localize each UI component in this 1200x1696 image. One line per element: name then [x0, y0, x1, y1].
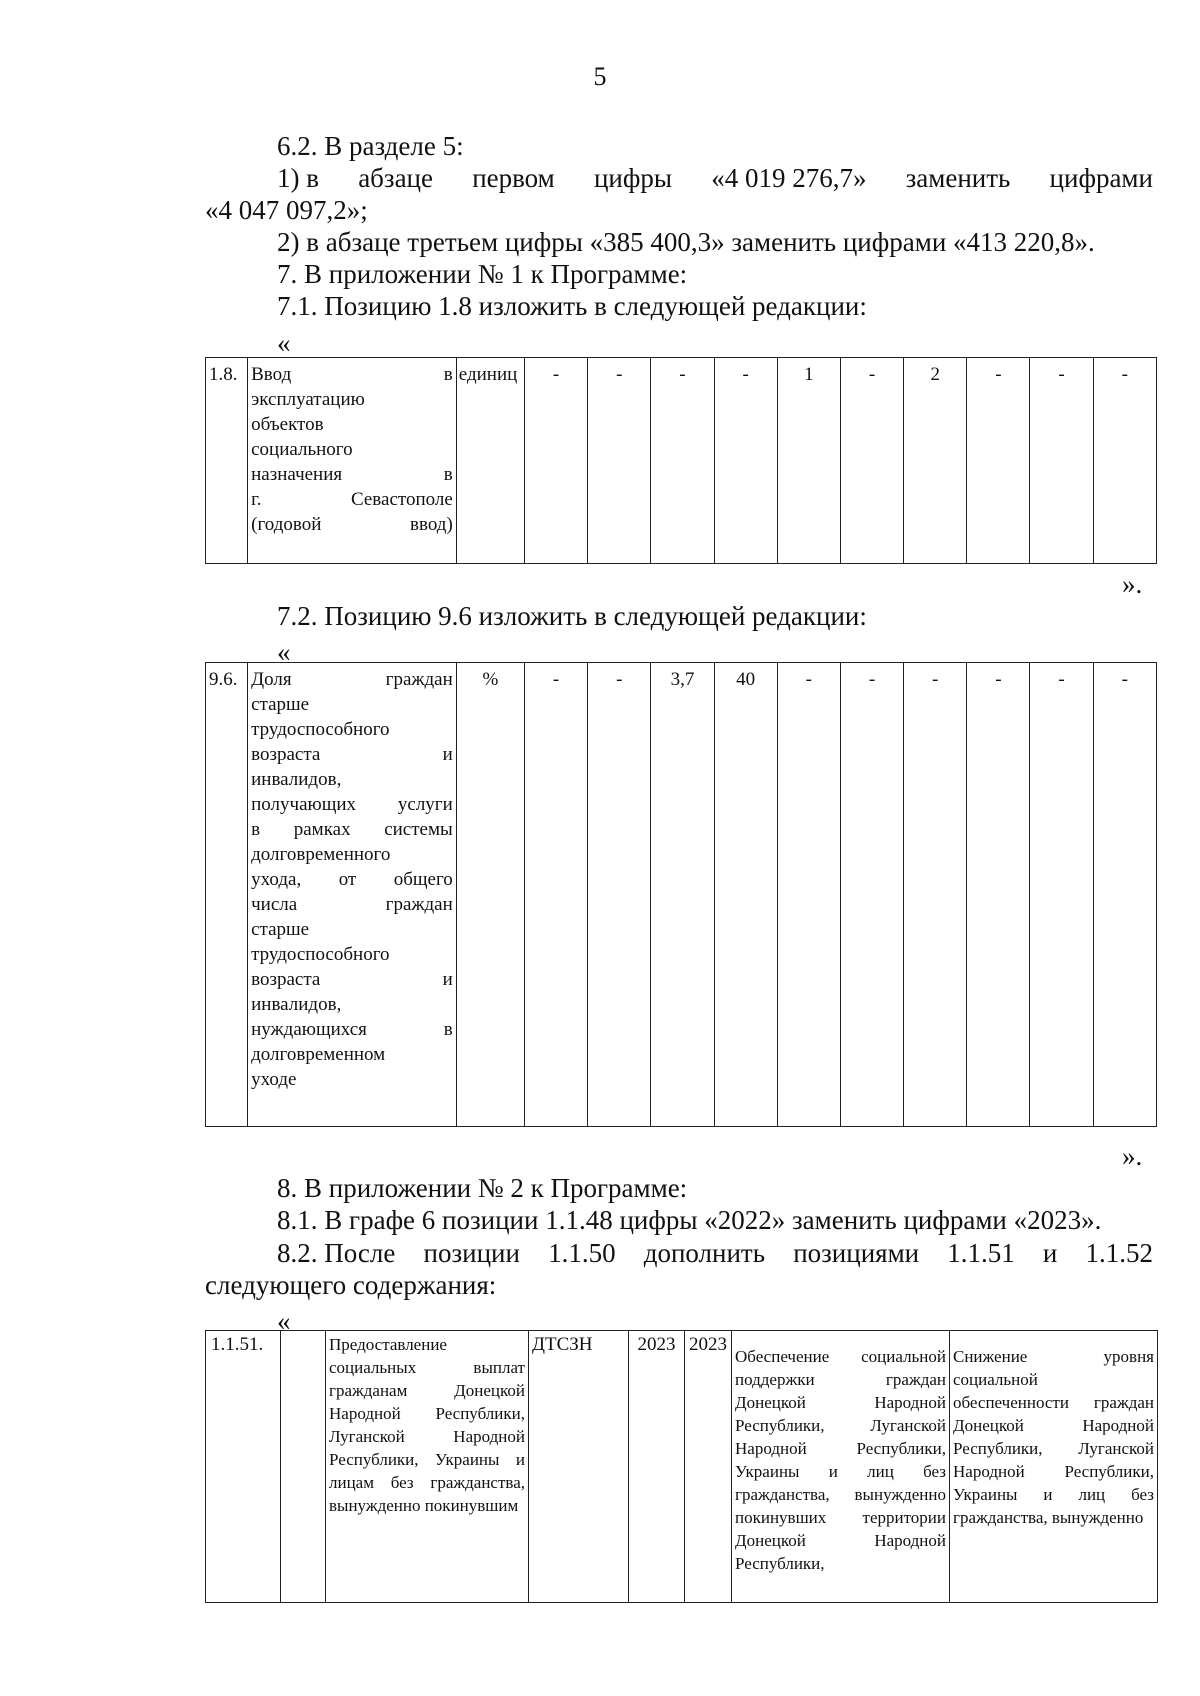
paragraph-6-2: 6.2. В разделе 5: — [277, 131, 464, 161]
blank-cell — [281, 1331, 326, 1603]
value-cell: - — [1030, 663, 1093, 1127]
paragraph-2: 2) в абзаце третьем цифры «385 400,3» заменить цифрами «413 220,8». — [277, 227, 1095, 257]
value-cell: - — [1030, 358, 1093, 564]
p82-word: 1.1.51 — [947, 1238, 1015, 1268]
paragraph-8-2-line — [277, 1237, 1153, 1269]
table-position-1-1-51 — [205, 1330, 1158, 1603]
p82-word: и — [1042, 1238, 1058, 1268]
table-row — [206, 663, 1157, 1127]
value-cell: - — [714, 358, 777, 564]
table-row — [206, 1331, 1158, 1603]
value-cell: - — [524, 663, 587, 1127]
value-cell: 40 — [714, 663, 777, 1127]
end-year: 2023 — [685, 1331, 732, 1603]
value-cell: - — [588, 358, 651, 564]
p1-word: цифрами — [1049, 163, 1153, 193]
open-quote: « — [277, 637, 291, 667]
value-cell: - — [1093, 663, 1156, 1127]
value-cell: - — [777, 663, 840, 1127]
value-cell: - — [588, 663, 651, 1127]
close-quote: ». — [1122, 1141, 1143, 1171]
close-quote: ». — [1122, 569, 1143, 599]
value-cell: - — [651, 358, 714, 564]
expected-result: Обеспечение социальной поддержки граждан Донецкой Народной Республики, Луганской Народной Республики, Украины и лиц без гражданства, вынужденно покинувших территории Донецкой Народной Республики, — [732, 1331, 950, 1603]
position-number: 1.8. — [206, 358, 248, 564]
value-cell: 2 — [904, 358, 967, 564]
p82-word: дополнить — [643, 1238, 766, 1268]
value-cell: - — [904, 663, 967, 1127]
table-row — [206, 358, 1157, 564]
paragraph-7-1: 7.1. Позицию 1.8 изложить в следующей редакции: — [277, 291, 867, 321]
value-cell: 3,7 — [651, 663, 714, 1127]
paragraph-8-1: 8.1. В графе 6 позиции 1.1.48 цифры «2022» заменить цифрами «2023». — [277, 1205, 1102, 1235]
value-cell: - — [524, 358, 587, 564]
table-position-9-6 — [205, 662, 1157, 1127]
value-cell: - — [967, 358, 1030, 564]
page-number: 5 — [593, 62, 607, 91]
p1-word: первом — [472, 163, 555, 193]
paragraph-1-line — [277, 162, 1153, 194]
measure-name: Предоставление социальных выплат гражданам Донецкой Народной Республики, Луганской Народной Республики, Украины и лицам без гражданства, вынужденно покинувшим — [326, 1331, 529, 1603]
paragraph-1-continuation: «4 047 097,2»; — [205, 195, 368, 225]
consequence-cell: Снижение уровня социальной обеспеченности граждан Донецкой Народной Республики, Луганской Народной Республики, Украины и лиц без гражданства, вынужденно — [950, 1331, 1158, 1603]
p1-word: «4 019 276,7» — [711, 163, 867, 193]
value-cell: - — [840, 358, 903, 564]
position-number: 1.1.51. — [206, 1331, 281, 1603]
p1-word: абзаце — [358, 163, 433, 193]
open-quote: « — [277, 1306, 291, 1336]
p82-word: 1.1.50 — [548, 1238, 616, 1268]
paragraph-8: 8. В приложении № 2 к Программе: — [277, 1173, 688, 1203]
indicator-name: Ввод в эксплуатацию объектов социального назначения в г. Севастополе (годовой ввод) — [248, 358, 457, 564]
unit-cell: единиц — [456, 358, 524, 564]
paragraph-7: 7. В приложении № 1 к Программе: — [277, 259, 688, 289]
start-year: 2023 — [629, 1331, 685, 1603]
p1-word: 1) в — [277, 163, 319, 193]
paragraph-8-2-continuation: следующего содержания: — [205, 1270, 497, 1300]
value-cell: 1 — [777, 358, 840, 564]
open-quote: « — [277, 328, 291, 358]
value-cell: - — [840, 663, 903, 1127]
table-position-1-8 — [205, 357, 1157, 564]
value-cell: - — [967, 663, 1030, 1127]
p1-word: цифры — [593, 163, 672, 193]
unit-cell: % — [456, 663, 524, 1127]
p82-word: 8.2. После — [277, 1238, 396, 1268]
executor-cell: ДТСЗН — [529, 1331, 629, 1603]
p82-word: 1.1.52 — [1085, 1238, 1153, 1268]
value-cell: - — [1093, 358, 1156, 564]
p1-word: заменить — [905, 163, 1011, 193]
p82-word: позиции — [423, 1238, 520, 1268]
p82-word: позициями — [793, 1238, 920, 1268]
paragraph-7-2: 7.2. Позицию 9.6 изложить в следующей редакции: — [277, 601, 867, 631]
indicator-name: Доля граждан старше трудоспособного возраста и инвалидов, получающих услуги в рамках системы долговременного ухода, от общего числа граждан старше трудоспособного возраста и инвалидов, нуждающихся в долговременном уходе — [248, 663, 457, 1127]
position-number: 9.6. — [206, 663, 248, 1127]
